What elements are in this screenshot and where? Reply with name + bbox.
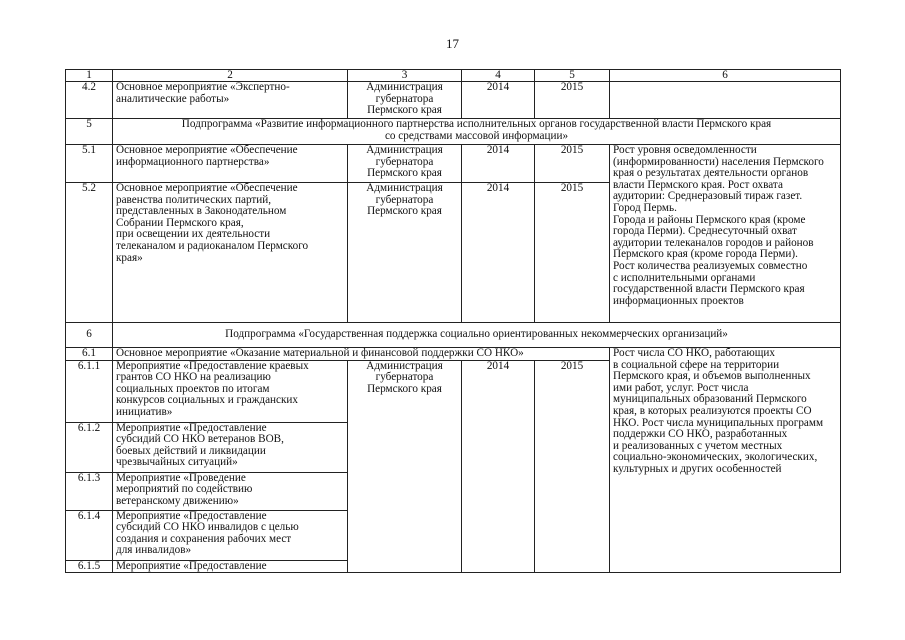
end-year: 2015 bbox=[535, 183, 610, 323]
row-number: 5.1 bbox=[66, 145, 113, 183]
executor: Администрация губернатора Пермского края bbox=[348, 145, 462, 183]
subprogram-row bbox=[66, 323, 841, 348]
row-number: 6.1.2 bbox=[66, 422, 113, 472]
result: Рост уровня осведомленности (информированности) населения Пермского края о результатах деятельности органов власти Пермского края. Рост охвата аудитории: Среднеразовый тираж газет. Город Пермь. Города и районы Пермского края (кроме города Перми). Среднесуточный охват аудитории телеканалов городов и районов Пермского края (кроме города Перми). Рост количества реализуемых совместно с исполнительными органами государственной власти Пермского края информационных проектов bbox=[610, 145, 841, 323]
row-number: 6.1.1 bbox=[66, 360, 113, 422]
end-year: 2015 bbox=[535, 82, 610, 119]
activity-name: Основное мероприятие «Обеспечение равенства политических партий, представленных в Законодательном Собрании Пермского края, при освещении их деятельности телеканалом и радиоканалом Пермского края» bbox=[113, 183, 348, 323]
header-col-6: 6 bbox=[610, 70, 841, 82]
table-row bbox=[66, 82, 841, 119]
row-number: 4.2 bbox=[66, 82, 113, 119]
end-year: 2015 bbox=[535, 360, 610, 573]
activity-name: Мероприятие «Предоставление субсидий СО НКО ветеранов ВОВ, боевых действий и ликвидации чрезвычайных ситуаций» bbox=[113, 422, 348, 472]
table-row bbox=[66, 348, 841, 361]
activity-name: Мероприятие «Предоставление субсидий СО НКО инвалидов с целью создания и сохранения рабочих мест для инвалидов» bbox=[113, 510, 348, 560]
start-year: 2014 bbox=[462, 183, 535, 323]
activity-name: Мероприятие «Предоставление краевых грантов СО НКО на реализацию социальных проектов по итогам конкурсов социальных и гражданских инициатив» bbox=[113, 360, 348, 422]
row-number: 6.1 bbox=[66, 348, 113, 361]
table-row bbox=[66, 145, 841, 183]
row-number: 6.1.5 bbox=[66, 560, 113, 573]
activity-name: Мероприятие «Предоставление bbox=[113, 560, 348, 573]
subprogram-number: 5 bbox=[66, 119, 113, 145]
activity-name: Основное мероприятие «Оказание материальной и финансовой поддержки СО НКО» bbox=[113, 348, 610, 361]
row-number: 5.2 bbox=[66, 183, 113, 323]
header-col-3: 3 bbox=[348, 70, 462, 82]
subprogram-title: Подпрограмма «Государственная поддержка социально ориентированных некоммерческих организаций» bbox=[113, 323, 841, 348]
executor: Администрация губернатора Пермского края bbox=[348, 360, 462, 573]
result bbox=[610, 82, 841, 119]
row-number: 6.1.3 bbox=[66, 472, 113, 510]
page-number: 17 bbox=[446, 36, 459, 51]
subprogram-row bbox=[66, 119, 841, 145]
header-row bbox=[66, 70, 841, 82]
activity-name: Основное мероприятие «Обеспечение информационного партнерства» bbox=[113, 145, 348, 183]
start-year: 2014 bbox=[462, 145, 535, 183]
row-number: 6.1.4 bbox=[66, 510, 113, 560]
header-col-5: 5 bbox=[535, 70, 610, 82]
header-col-1: 1 bbox=[66, 70, 113, 82]
executor: Администрация губернатора Пермского края bbox=[348, 183, 462, 323]
start-year: 2014 bbox=[462, 360, 535, 573]
start-year: 2014 bbox=[462, 82, 535, 119]
result: Рост числа СО НКО, работающих в социальной сфере на территории Пермского края, и объемов выполненных ими работ, услуг. Рост числа муниципальных образований Пермского края, в которых реализуются проекты СО НКО. Рост числа муниципальных программ поддержки СО НКО, разработанных и реализованных с учетом местных социально-экономических, экологических, культурных и других особенностей bbox=[610, 348, 841, 573]
header-col-2: 2 bbox=[113, 70, 348, 82]
activity-name: Основное мероприятие «Экспертно- аналитические работы» bbox=[113, 82, 348, 119]
activity-name: Мероприятие «Проведение мероприятий по содействию ветеранскому движению» bbox=[113, 472, 348, 510]
subprogram-title: Подпрограмма «Развитие информационного партнерства исполнительных органов государственной власти Пермского края со средствами массовой информации» bbox=[113, 119, 841, 145]
end-year: 2015 bbox=[535, 145, 610, 183]
program-table bbox=[65, 69, 841, 573]
subprogram-number: 6 bbox=[66, 323, 113, 348]
header-col-4: 4 bbox=[462, 70, 535, 82]
executor: Администрация губернатора Пермского края bbox=[348, 82, 462, 119]
